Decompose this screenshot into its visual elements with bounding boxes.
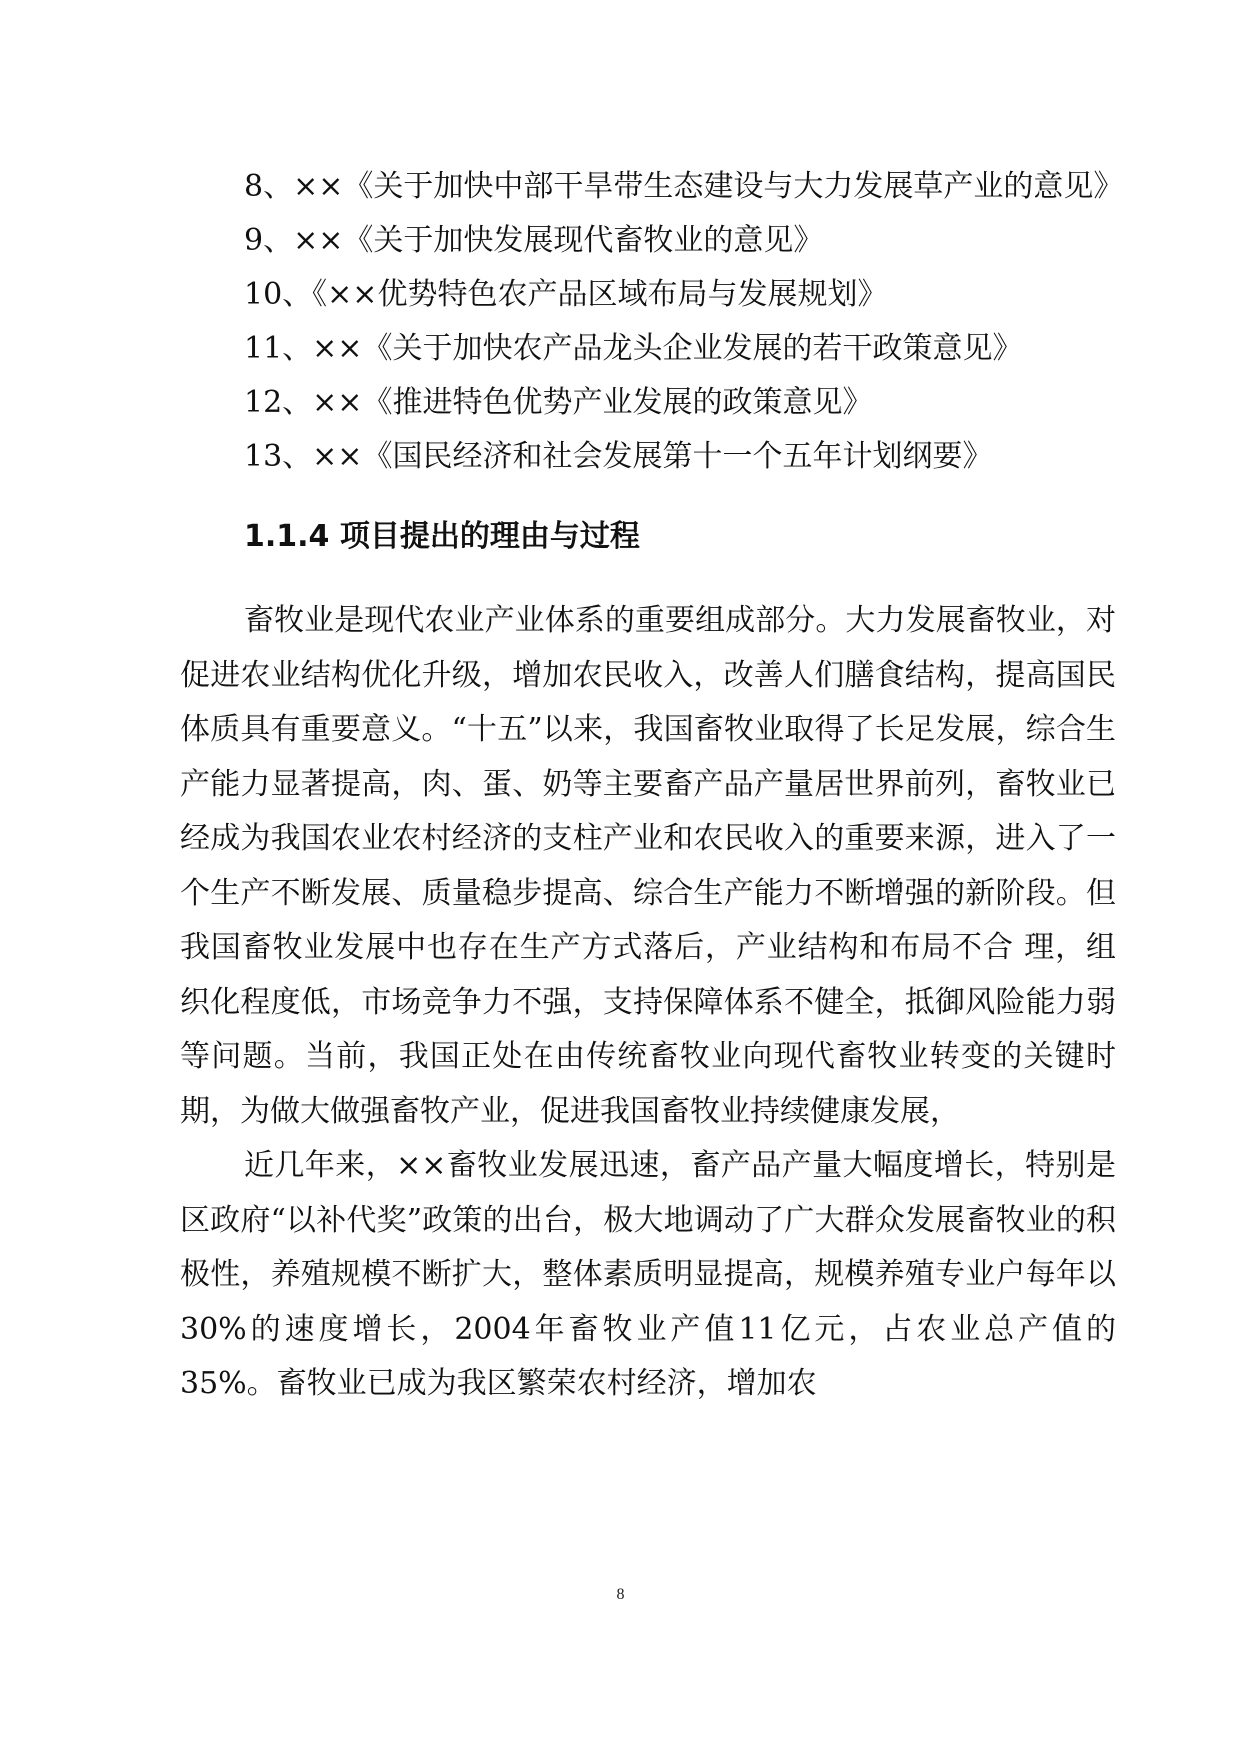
body-paragraph-2: 近几年来，××畜牧业发展迅速，畜产品产量大幅度增长，特别是区政府“以补代奖”政策的出台，极大地调动了广大群众发展畜牧业的积极性，养殖规模不断扩大，整体素质明显提高，规模养殖专业户每年以30%的速度增长，2004年畜牧业产值11亿元，占农业总产值的35%。畜牧业已成为我区繁荣农村经济，增加农 xyxy=(180,1148,1116,1401)
page-number: 8 xyxy=(616,1586,625,1603)
reference-item-8: 8、××《关于加快中部干旱带生态建设与大力发展草产业的意见》 xyxy=(244,169,1124,204)
reference-item-12: 12、××《推进特色优势产业发展的政策意见》 xyxy=(244,385,873,420)
document-page xyxy=(180,160,1124,1412)
reference-item-11: 11、××《关于加快农产品龙头企业发展的若干政策意见》 xyxy=(244,331,1023,366)
reference-list xyxy=(180,160,1124,484)
reference-item-10: 10、《××优势特色农产品区域布局与发展规划》 xyxy=(244,277,888,312)
reference-item-13: 13、××《国民经济和社会发展第十一个五年计划纲要》 xyxy=(244,439,993,474)
body-paragraph-1: 畜牧业是现代农业产业体系的重要组成部分。大力发展畜牧业，对促进农业结构优化升级，增加农民收入，改善人们膳食结构，提高国民体质具有重要意义。“十五”以来，我国畜牧业取得了长足发展，综合生产能力显著提高，肉、蛋、奶等主要畜产品产量居世界前列，畜牧业已经成为我国农业农村经济的支柱产业和农民收入的重要来源，进入了一个生产不断发展、质量稳步提高、综合生产能力不断增强的新阶段。但我国畜牧业发展中也存在生产方式落后，产业结构和布局不合 理，组织化程度低，市场竞争力不强，支持保障体系不健全，抵御风险能力弱等问题。当前，我国正处在由传统畜牧业向现代畜牧业转变的关键时期，为做大做强畜牧产业，促进我国畜牧业持续健康发展， xyxy=(180,603,1116,1129)
section-heading: 1.1.4 项目提出的理由与过程 xyxy=(244,519,640,554)
reference-item-9: 9、××《关于加快发展现代畜牧业的意见》 xyxy=(244,223,824,258)
